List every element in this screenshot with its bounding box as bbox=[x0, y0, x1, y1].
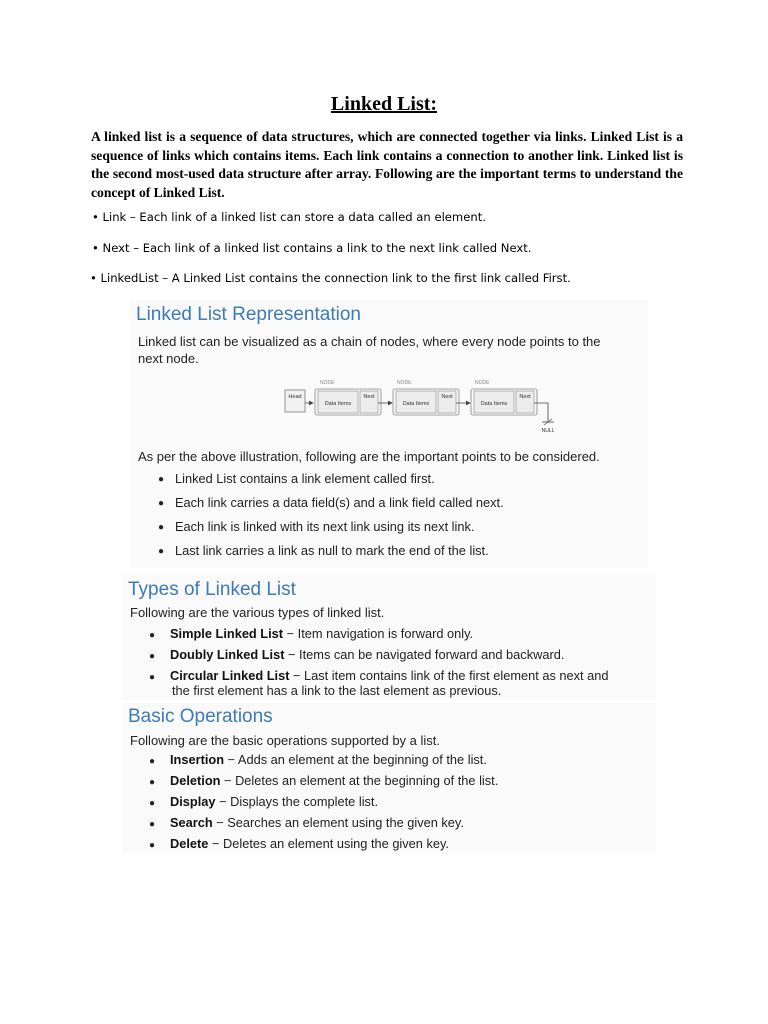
representation-heading: Linked List Representation bbox=[136, 304, 361, 325]
representation-section bbox=[130, 300, 648, 568]
bullet-icon: ● bbox=[158, 498, 165, 509]
type-item-2: Doubly Linked List − Items can be navigated forward and backward. bbox=[170, 647, 565, 662]
operations-intro: Following are the basic operations supported by a list. bbox=[130, 733, 441, 748]
op-item-1: Insertion − Adds an element at the beginning of the list. bbox=[170, 752, 487, 767]
op-item-2: Deletion − Deletes an element at the beginning of the list. bbox=[170, 773, 499, 788]
bullet-icon: ● bbox=[158, 474, 165, 485]
node-2-next: Next bbox=[441, 394, 453, 400]
node-caption-1: NODE bbox=[320, 380, 335, 386]
types-heading: Types of Linked List bbox=[128, 579, 296, 600]
node-1-next: Next bbox=[363, 394, 375, 400]
op-item-5: Delete − Deletes an element using the given key. bbox=[170, 836, 449, 851]
term-next: • Next – Each link of a linked list contains a link to the next link called Next. bbox=[92, 241, 532, 255]
bullet-icon: ● bbox=[149, 798, 156, 809]
rep-point-2: Each link carries a data field(s) and a link field called next. bbox=[175, 495, 504, 510]
types-section bbox=[122, 575, 656, 700]
representation-desc-line1: Linked list can be visualized as a chain of nodes, where every node points to the bbox=[138, 334, 601, 349]
bullet-icon: ● bbox=[158, 522, 165, 533]
points-intro: As per the above illustration, following are the important points to be considered. bbox=[138, 449, 600, 464]
operations-section bbox=[122, 703, 656, 853]
bullet-icon: ● bbox=[158, 546, 165, 557]
bullet-icon: ● bbox=[149, 819, 156, 830]
linked-list-diagram bbox=[280, 372, 570, 438]
type-item-3-continuation: the first element has a link to the last element as previous. bbox=[172, 683, 502, 698]
representation-desc-line2: next node. bbox=[138, 351, 199, 366]
intro-paragraph: A linked list is a sequence of data structures, which are connected together via links. Linked List is a sequence of links which contains items. Each link contains a connection to another link. Linked list is the second most-used data structure after array. Following are the important terms to understand the concept of Linked List. bbox=[91, 129, 683, 200]
bullet-icon: ● bbox=[149, 756, 156, 767]
bullet-icon: ● bbox=[149, 630, 156, 641]
node-caption-3: NODE bbox=[475, 380, 490, 386]
op-item-4: Search − Searches an element using the given key. bbox=[170, 815, 464, 830]
null-label: NULL bbox=[541, 428, 555, 434]
page-title: Linked List: bbox=[330, 93, 438, 115]
rep-point-3: Each link is linked with its next link using its next link. bbox=[175, 519, 475, 534]
node-2-data: Data Items bbox=[402, 401, 430, 407]
bullet-icon: ● bbox=[149, 777, 156, 788]
node-3-data: Data Items bbox=[480, 401, 508, 407]
rep-point-1: Linked List contains a link element called first. bbox=[175, 471, 435, 486]
node-1-data: Data Items bbox=[324, 401, 352, 407]
op-item-3: Display − Displays the complete list. bbox=[170, 794, 379, 809]
term-link: • Link – Each link of a linked list can store a data called an element. bbox=[92, 210, 486, 224]
type-item-1: Simple Linked List − Item navigation is forward only. bbox=[170, 626, 474, 641]
type-item-3: Circular Linked List − Last item contains link of the first element as next and bbox=[170, 668, 609, 683]
head-label: Head bbox=[288, 394, 302, 400]
bullet-icon: ● bbox=[149, 651, 156, 662]
operations-heading: Basic Operations bbox=[128, 706, 273, 727]
term-linkedlist: • LinkedList – A Linked List contains the connection link to the first link called First. bbox=[90, 271, 571, 285]
rep-point-4: Last link carries a link as null to mark the end of the list. bbox=[175, 543, 489, 558]
node-3-next: Next bbox=[519, 394, 531, 400]
node-caption-2: NODE bbox=[397, 380, 412, 386]
bullet-icon: ● bbox=[149, 672, 156, 683]
bullet-icon: ● bbox=[149, 840, 156, 851]
types-intro: Following are the various types of linked list. bbox=[130, 605, 385, 620]
